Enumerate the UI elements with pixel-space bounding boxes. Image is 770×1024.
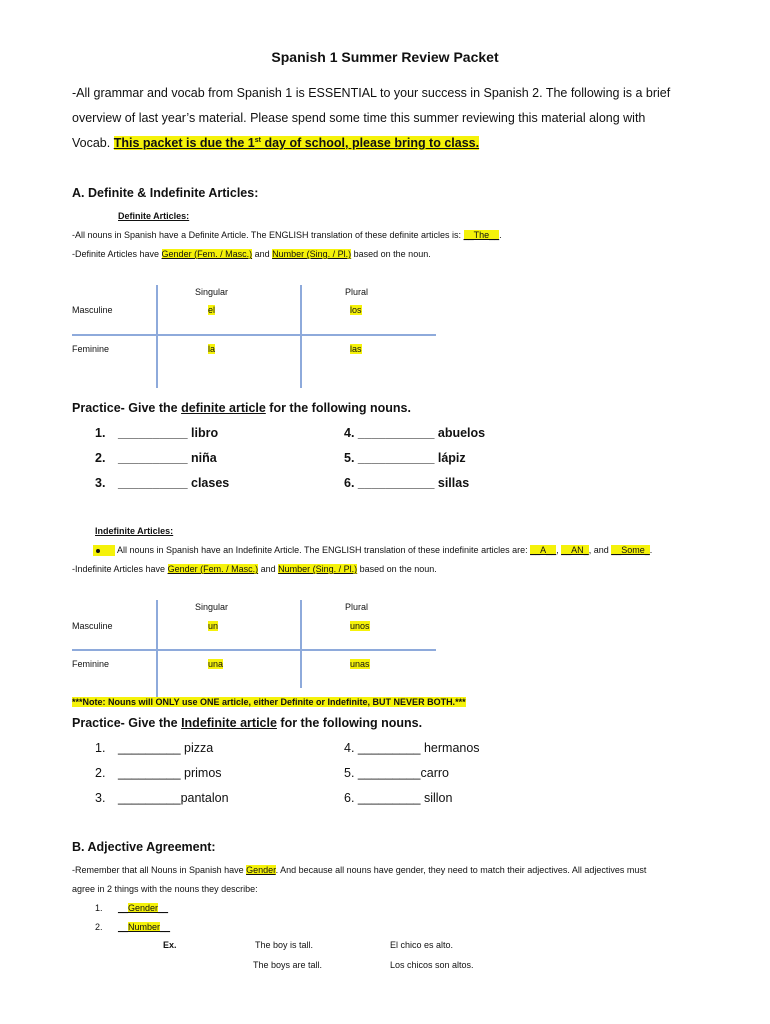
gender-highlight: Gender (246, 865, 276, 875)
col-singular: Singular (195, 602, 229, 612)
example-english: The boys are tall. (253, 960, 323, 970)
practice-1-heading: Practice- Give the definite article for the following nouns. (72, 401, 411, 415)
number-highlight: Number (Sing. / Pl.) (272, 249, 352, 259)
intro-line-3 (72, 136, 479, 150)
practice-2-item: 3. (95, 791, 106, 805)
practice-1-item-text: __________ libro (118, 426, 219, 440)
cell-fem-singular: una (208, 659, 224, 669)
bullet-icon (93, 545, 115, 556)
intro-line-1: -All grammar and vocab from Spanish 1 is ESSENTIAL to your success in Spanish 2. The following is a brief (72, 86, 671, 100)
cell-fem-plural: unas (350, 659, 370, 669)
row-feminine: Feminine (72, 344, 110, 354)
section-b-heading: B. Adjective Agreement: (72, 840, 216, 854)
practice-1-item-text: __________ clases (118, 476, 230, 490)
cell-fem-plural: las (350, 344, 362, 354)
practice-2-item: 5. _________carro (344, 766, 449, 780)
section-a-heading: A. Definite & Indefinite Articles: (72, 186, 259, 200)
row-masculine: Masculine (72, 621, 113, 631)
definite-line-1: -All nouns in Spanish have a Definite Article. The ENGLISH translation of these definite articles is: __The__. (72, 230, 502, 240)
due-date-notice: This packet is due the 1st day of school, please bring to class. (113, 136, 480, 150)
cell-masc-plural: unos (350, 621, 370, 631)
practice-1-item: 4. ___________ abuelos (344, 426, 486, 440)
practice-1-item: 1. (95, 426, 106, 440)
agreement-item-num: 2. (95, 922, 103, 932)
note: ***Note: Nouns will ONLY use ONE article, either Definite or Indefinite, BUT NEVER BOTH.*** (72, 697, 466, 707)
practice-1-item: 2. (95, 451, 106, 465)
gender-highlight: Gender (Fem. / Masc.) (167, 564, 259, 574)
row-masculine: Masculine (72, 305, 113, 315)
page-title: Spanish 1 Summer Review Packet (271, 49, 499, 65)
number-highlight: Number (Sing. / Pl.) (278, 564, 358, 574)
adjective-line-2: agree in 2 things with the nouns they describe: (72, 884, 258, 894)
practice-2-item: 4. _________ hermanos (344, 741, 480, 755)
cell-masc-plural: los (350, 305, 362, 315)
answer-a: __A__ (530, 545, 557, 555)
row-feminine: Feminine (72, 659, 110, 669)
answer-some: __Some_ (611, 545, 650, 555)
definite-line-2: -Definite Articles have Gender (Fem. / Masc.) and Number (Sing. / Pl.) based on the noun. (72, 249, 431, 259)
answer-an: __AN_ (561, 545, 589, 555)
table-divider (300, 600, 302, 688)
indefinite-line-2: -Indefinite Articles have Gender (Fem. / Masc.) and Number (Sing. / Pl.) based on the noun. (72, 564, 437, 574)
agreement-item-num: 1. (95, 903, 103, 913)
col-plural: Plural (345, 287, 369, 297)
cell-masc-singular: un (208, 621, 219, 631)
table-divider (72, 334, 436, 336)
table-divider (300, 285, 302, 388)
col-singular: Singular (195, 287, 229, 297)
col-plural: Plural (345, 602, 369, 612)
indefinite-subheading: Indefinite Articles: (95, 526, 174, 536)
table-divider (156, 285, 158, 388)
definite-answer: __The__ (463, 230, 500, 240)
agreement-item: __Gender__ (118, 903, 169, 913)
table-divider (72, 649, 436, 651)
practice-2-heading: Practice- Give the Indefinite article for the following nouns. (72, 716, 423, 730)
example-label: Ex. (163, 940, 177, 950)
practice-2-item-text: _________ pizza (118, 741, 214, 755)
agreement-item: __Number__ (118, 922, 171, 932)
example-spanish: El chico es alto. (390, 940, 454, 950)
gender-highlight: Gender (Fem. / Masc.) (161, 249, 253, 259)
example-english: The boy is tall. (255, 940, 314, 950)
practice-2-item: 6. _________ sillon (344, 791, 453, 805)
cell-fem-singular: la (208, 344, 216, 354)
adjective-line-1: -Remember that all Nouns in Spanish have Gender. And because all nouns have gender, they need to match their adjectives. All adjectives must (72, 865, 647, 875)
practice-1-item-text: __________ niña (118, 451, 217, 465)
practice-2-item: 1. (95, 741, 106, 755)
indefinite-line-1: All nouns in Spanish have an Indefinite Article. The ENGLISH translation of these indefinite articles are: __A__, __AN_, and __Some_. (93, 545, 652, 556)
cell-masc-singular: el (208, 305, 216, 315)
practice-2-item-text: _________ primos (118, 766, 222, 780)
intro-line-2: overview of last year’s material. Please spend some time this summer reviewing this material along with (72, 111, 646, 125)
example-spanish: Los chicos son altos. (390, 960, 474, 970)
intro-vocab: Vocab. (72, 136, 111, 150)
definite-subheading: Definite Articles: (118, 211, 190, 221)
practice-1-item: 5. ___________ lápiz (344, 451, 466, 465)
practice-2-item-text: _________pantalon (118, 791, 229, 805)
practice-1-item: 6. ___________ sillas (344, 476, 470, 490)
practice-1-item: 3. (95, 476, 106, 490)
practice-2-item: 2. (95, 766, 106, 780)
